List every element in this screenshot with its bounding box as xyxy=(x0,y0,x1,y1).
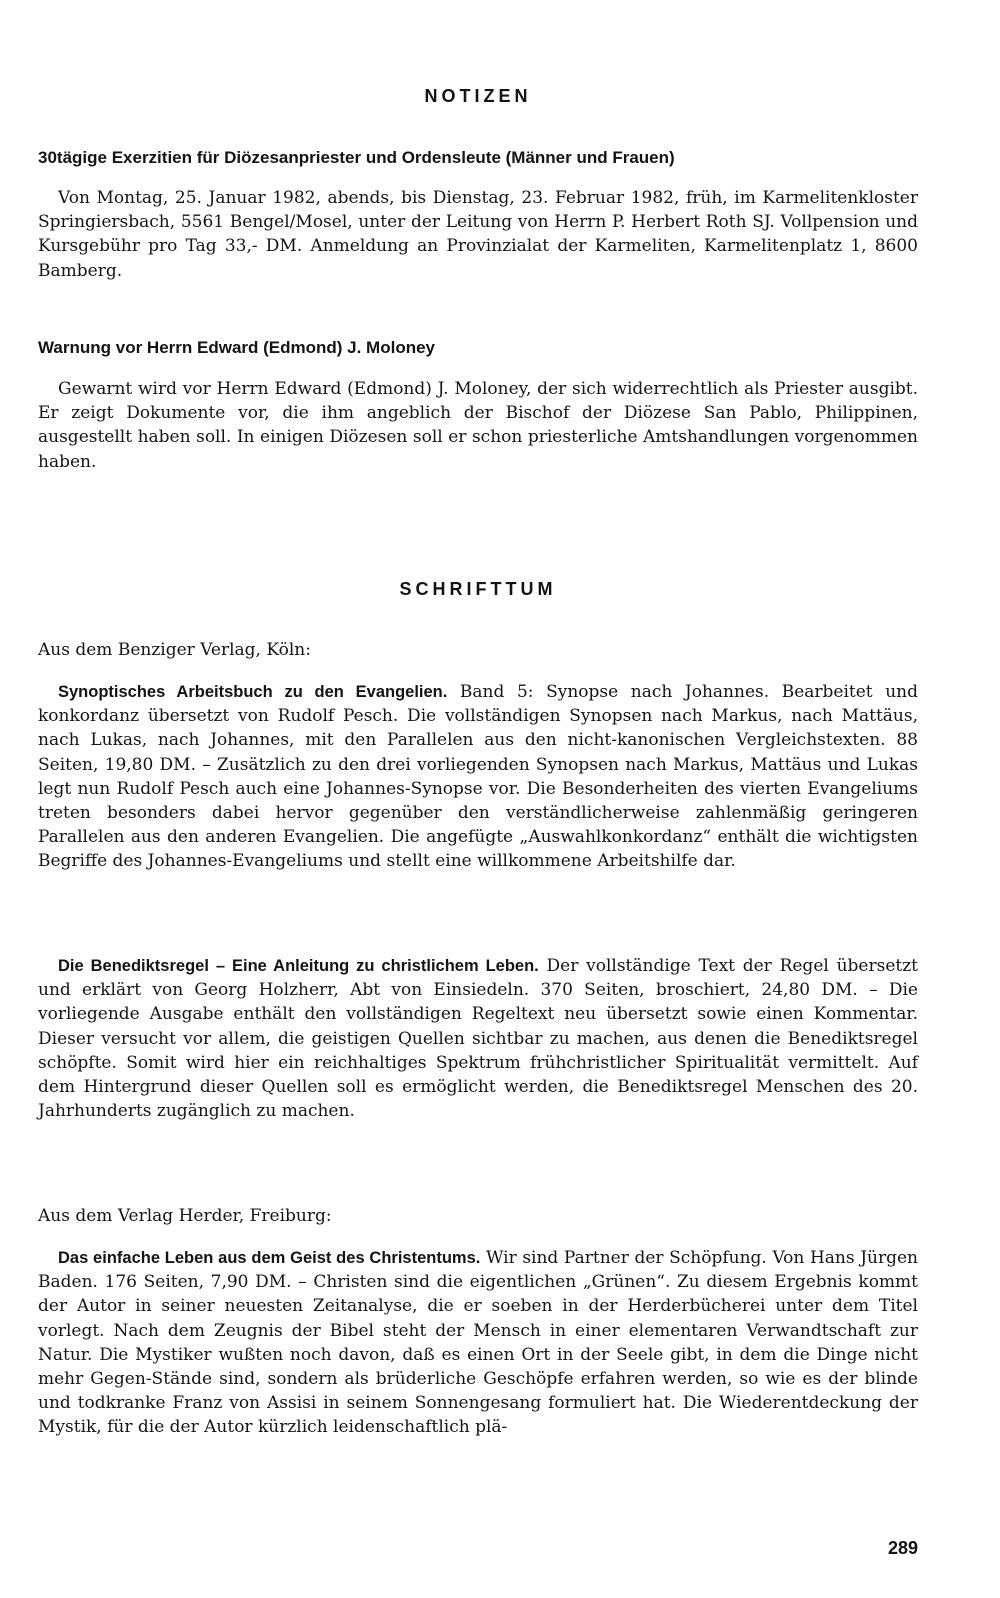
notice-exerzitien-body xyxy=(38,186,918,283)
book-description: Band 5: Synopse nach Johannes. Bearbeitet und konkordanz übersetzt von Rudolf Pesch. Die vollständigen Synopsen nach Markus, nach Mattäus, nach Lukas, nach Johannes, mit den Parallelen aus den nicht-kanonischen Vergleichstexten. 88 Seiten, 19,80 DM. – Zusätzlich zu den drei vorliegenden Synopsen nach Markus, Mattäus und Lukas legt nun Rudolf Pesch auch eine Johannes-Synopse vor. Die Besonderheiten des vierten Evangeliums treten besonders dabei hervor gegenüber den verständlicherweise zahlenmäßig geringeren Parallelen aus den anderen Evangelien. Die angefügte „Auswahlkonkordanz“ enthält die wichtigsten Begriffe des Johannes-Evangeliums und stellt eine willkommene Arbeitshilfe dar. xyxy=(38,682,918,872)
notice-warnung-body xyxy=(38,377,918,474)
book-title: Synoptisches Arbeitsbuch zu den Evangelien. xyxy=(58,683,448,701)
book-review-einfache-leben xyxy=(38,1246,918,1440)
page xyxy=(38,0,918,1598)
book-description: Der vollständige Text der Regel übersetzt und erklärt von Georg Holzherr, Abt von Einsiedeln. 370 Seiten, broschiert, 24,80 DM. – Die vorliegende Ausgabe enthält den vollständigen Regeltext neu übersetzt sowie einen Kommentar. Dieser versucht vor allem, die geistigen Quellen sichtbar zu machen, aus denen die Benediktsregel schöpfte. Somit wird hier ein reichhaltiges Spektrum frühchristlicher Spiritualität vermittelt. Auf dem Hintergrund dieser Quellen soll es ermöglicht werden, die Benediktsregel Menschen des 20. Jahrhunderts zugänglich zu machen. xyxy=(38,956,918,1122)
book-title: Die Benediktsregel – Eine Anleitung zu christlichem Leben. xyxy=(58,957,539,975)
schrifttum-heading: SCHRIFTTUM xyxy=(399,579,557,599)
book-review-synoptisches xyxy=(38,680,918,874)
book-review-benediktsregel xyxy=(38,954,918,1123)
book-review-text xyxy=(38,954,918,1123)
book-description: Wir sind Partner der Schöpfung. Von Hans Jürgen Baden. 176 Seiten, 7,90 DM. – Christen sind die eigentlichen „Grünen“. Zu diesem Ergebnis kommt der Autor in seiner neuesten Zeitanalyse, die er soeben in der Herderbücherei unter dem Titel vorlegt. Nach dem Zeugnis der Bibel steht der Mensch in einer elementaren Verwandtschaft zur Natur. Die Mystiker wußten noch davon, daß es einen Ort in der Seele gibt, in dem die Dinge nicht mehr Gegen-Stände sind, sondern als brüderliche Geschöpfe erfahren werden, so wie es der blinde und todkranke Franz von Assisi in seinem Sonnengesang formuliert hat. Die Wiederentdeckung der Mystik, für die der Autor kürzlich leidenschaftlich plä- xyxy=(38,1248,918,1438)
publisher-name: Aus dem Benziger Verlag, Köln: xyxy=(38,640,311,660)
publisher-benziger xyxy=(38,638,918,662)
book-review-text xyxy=(38,680,918,874)
notice-title: Warnung vor Herrn Edward (Edmond) J. Moloney xyxy=(38,338,436,357)
notice-warnung xyxy=(38,336,918,360)
publisher-name: Aus dem Verlag Herder, Freiburg: xyxy=(38,1206,332,1226)
book-title: Das einfache Leben aus dem Geist des Christentums. xyxy=(58,1249,481,1267)
notice-exerzitien xyxy=(38,146,918,170)
notizen-heading: NOTIZEN xyxy=(424,86,532,106)
notice-body: Von Montag, 25. Januar 1982, abends, bis Dienstag, 23. Februar 1982, früh, im Karmelitenkloster Springiersbach, 5561 Bengel/Mosel, unter der Leitung von Herrn P. Herbert Roth SJ. Vollpension und Kursgebühr pro Tag 33,- DM. Anmeldung an Provinzialat der Karmeliten, Karmelitenplatz 1, 8600 Bamberg. xyxy=(38,188,918,281)
page-number: 289 xyxy=(887,1538,918,1558)
notice-body: Gewarnt wird vor Herrn Edward (Edmond) J. Moloney, der sich widerrechtlich als Priester ausgibt. Er zeigt Dokumente vor, die ihm angeblich der Bischof der Diözese San Pablo, Philippinen, ausgestellt haben soll. In einigen Diözesen soll er schon priesterliche Amtshandlungen vorgenommen haben. xyxy=(38,379,918,472)
publisher-herder xyxy=(38,1204,918,1228)
notice-title: 30tägige Exerzitien für Diözesanpriester und Ordensleute (Männer und Frauen) xyxy=(38,148,675,167)
book-review-text xyxy=(38,1246,918,1440)
